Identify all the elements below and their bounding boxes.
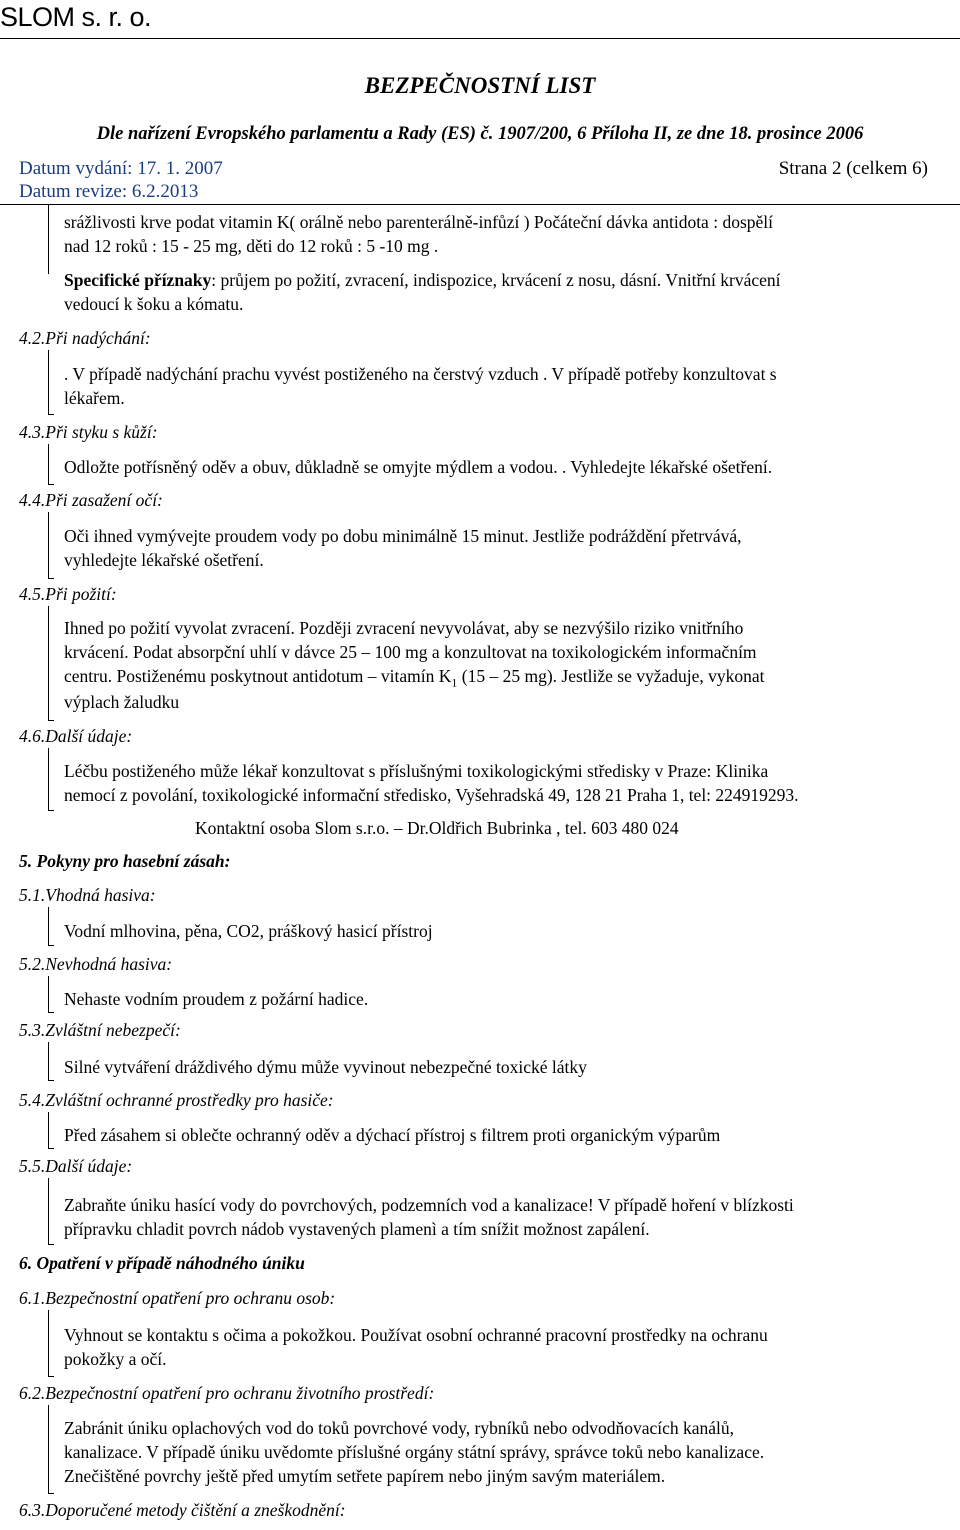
ingestion-line-1: Ihned po požití vyvolat zvracení. Později zvracení nevyvolávat, aby se nezvýšilo riziko vnitřního	[64, 618, 744, 638]
revision-date: Datum revize: 6.2.2013	[19, 181, 199, 202]
skin-contact-text: Odložte potřísněný oděv a obuv, důkladně se omyjte mýdlem a vodou. . Vyhledejte lékařské ošetření.	[64, 457, 773, 477]
section-frame	[48, 748, 54, 811]
eye-contact-line-1: Oči ihned vymývejte proudem vody po dobu minimálně 15 minut. Jestliže podráždění přetrvává,	[64, 526, 742, 546]
section-heading-6-2: 6.2.Bezpečnostní opatření pro ochranu životního prostředí:	[19, 1383, 435, 1403]
special-hazards: Silné vytváření dráždivého dýmu může vyvinout nebezpečné toxické látky	[64, 1057, 587, 1077]
inhalation-line-2: lékařem.	[64, 388, 125, 408]
further-info-line-1: Léčbu postiženého může lékař konzultovat s příslušnými toxikologickými středisky v Praze: Klinika	[64, 761, 769, 781]
fire-further-info-line-2: přípravku chladit povrch nádob vystavených plamenì a tím snížit možnost zapálení.	[64, 1219, 650, 1239]
section-frame	[48, 1310, 54, 1377]
environmental-precautions-line-3: Znečištěné povrchy ještě před umytím setřete papírem nebo jiným savým materiálem.	[64, 1466, 666, 1486]
section-frame	[48, 1178, 54, 1245]
symptoms-label: Specifické příznaky	[64, 270, 212, 290]
section-frame	[48, 1042, 54, 1081]
section-heading-5-2: 5.2.Nevhodná hasiva:	[19, 954, 173, 974]
personal-precautions-line-1: Vyhnout se kontaktu s očima a pokožkou. Používat osobní ochranné pracovní prostředky na ochranu	[64, 1325, 768, 1345]
section-heading-4-2: 4.2.Při nadýchání:	[19, 328, 151, 348]
eye-contact-line-2: vyhledejte lékařské ošetření.	[64, 550, 264, 570]
section-frame	[48, 976, 54, 1013]
unsuitable-extinguishers: Nehaste vodním proudem z požární hadice.	[64, 989, 369, 1009]
regulation-line: Dle nařízení Evropského parlamentu a Rady (ES) č. 1907/200, 6 Příloha II, ze dne 18. prosince 2006	[96, 124, 864, 144]
section-frame	[48, 350, 54, 415]
inhalation-line-1: . V případě nadýchání prachu vyvést postiženého na čerstvý vzduch . V případě potřeby konzultovat s	[64, 364, 777, 384]
further-info-line-2: nemocí z povolání, toxikologické informační středisko, Vyšehradská 49, 128 21 Praha 1, tel: 224919293.	[64, 785, 799, 805]
symptoms-line-1: Specifické příznaky: průjem po požití, zvracení, indispozice, krvácení z nosu, dásní. Vnitřní krvácení	[64, 270, 781, 290]
ingestion-line-4: výplach žaludku	[64, 692, 180, 712]
section-heading-4-6: 4.6.Další údaje:	[19, 726, 133, 746]
section-heading-6-1: 6.1.Bezpečnostní opatření pro ochranu osob:	[19, 1288, 336, 1308]
section-frame	[48, 1112, 54, 1149]
personal-precautions-line-2: pokožky a očí.	[64, 1349, 167, 1369]
section-heading-5-3: 5.3.Zvláštní nebezpečí:	[19, 1020, 181, 1040]
suitable-extinguishers: Vodní mlhovina, pěna, CO2, práškový hasicí přístroj	[64, 921, 433, 941]
section-heading-5-4: 5.4.Zvláštní ochranné prostředky pro hasiče:	[19, 1090, 334, 1110]
section-frame	[48, 512, 54, 579]
environmental-precautions-line-1: Zabránit úniku oplachových vod do toků povrchové vody, rybníků nebo odvodňovacích kanálů,	[64, 1418, 735, 1438]
issue-date: Datum vydání: 17. 1. 2007	[19, 158, 223, 179]
environmental-precautions-line-2: kanalizace. V případě úniku uvědomte příslušné orgány státní správy, správce toků nebo kanalizace.	[64, 1442, 765, 1462]
antidote-line-2: nad 12 roků : 15 - 25 mg, děti do 12 roků : 5 -10 mg .	[64, 236, 439, 256]
header-rule	[0, 38, 960, 39]
section-heading-5-5: 5.5.Další údaje:	[19, 1156, 133, 1176]
ingestion-line-2: krvácení. Podat absorpční uhlí v dávce 25 – 100 mg a konzultovat na toxikologickém informačním	[64, 642, 757, 662]
header-bottom-rule	[0, 204, 960, 205]
section-heading-5-1: 5.1.Vhodná hasiva:	[19, 885, 156, 905]
contact-person: Kontaktní osoba Slom s.r.o. – Dr.Oldřich Bubrinka , tel. 603 480 024	[195, 818, 679, 838]
section-heading-6: 6. Opatření v případě náhodného úniku	[19, 1253, 305, 1273]
section-heading-4-5: 4.5.Při požití:	[19, 584, 117, 604]
section-frame	[48, 606, 54, 721]
section-heading-6-3: 6.3.Doporučené metody čištění a zneškodnění:	[19, 1500, 346, 1520]
section-frame	[48, 205, 49, 274]
section-frame	[48, 1405, 54, 1494]
document-title: BEZPEČNOSTNÍ LIST	[364, 73, 596, 98]
section-frame	[48, 444, 54, 485]
fire-further-info-line-1: Zabraňte úniku hasící vody do povrchových, podzemních vod a kanalizace! V případě hoření v blízkosti	[64, 1195, 794, 1215]
ingestion-line-3: centru. Postiženému poskytnout antidotum – vitamín $K_1$ (15 – 25 mg). Jestliže se vyžaduje, vykonat	[64, 666, 765, 690]
section-frame	[48, 907, 54, 946]
antidote-line-1: srážlivosti krve podat vitamin K( orálně nebo parenterálně-infůzí ) Počáteční dávka antidota : dospělí	[64, 212, 773, 232]
section-heading-5: 5. Pokyny pro hasební zásah:	[19, 851, 231, 871]
section-heading-4-4: 4.4.Při zasažení očí:	[19, 490, 163, 510]
symptoms-line-2: vedoucí k šoku a kómatu.	[64, 294, 244, 314]
page-number: Strana 2 (celkem 6)	[778, 158, 928, 179]
company-name: SLOM s. r. o.	[0, 2, 152, 32]
firefighter-equipment: Před zásahem si oblečte ochranný oděv a dýchací přístroj s filtrem proti organickým výparům	[64, 1125, 721, 1145]
section-heading-4-3: 4.3.Při styku s kůží:	[19, 422, 158, 442]
